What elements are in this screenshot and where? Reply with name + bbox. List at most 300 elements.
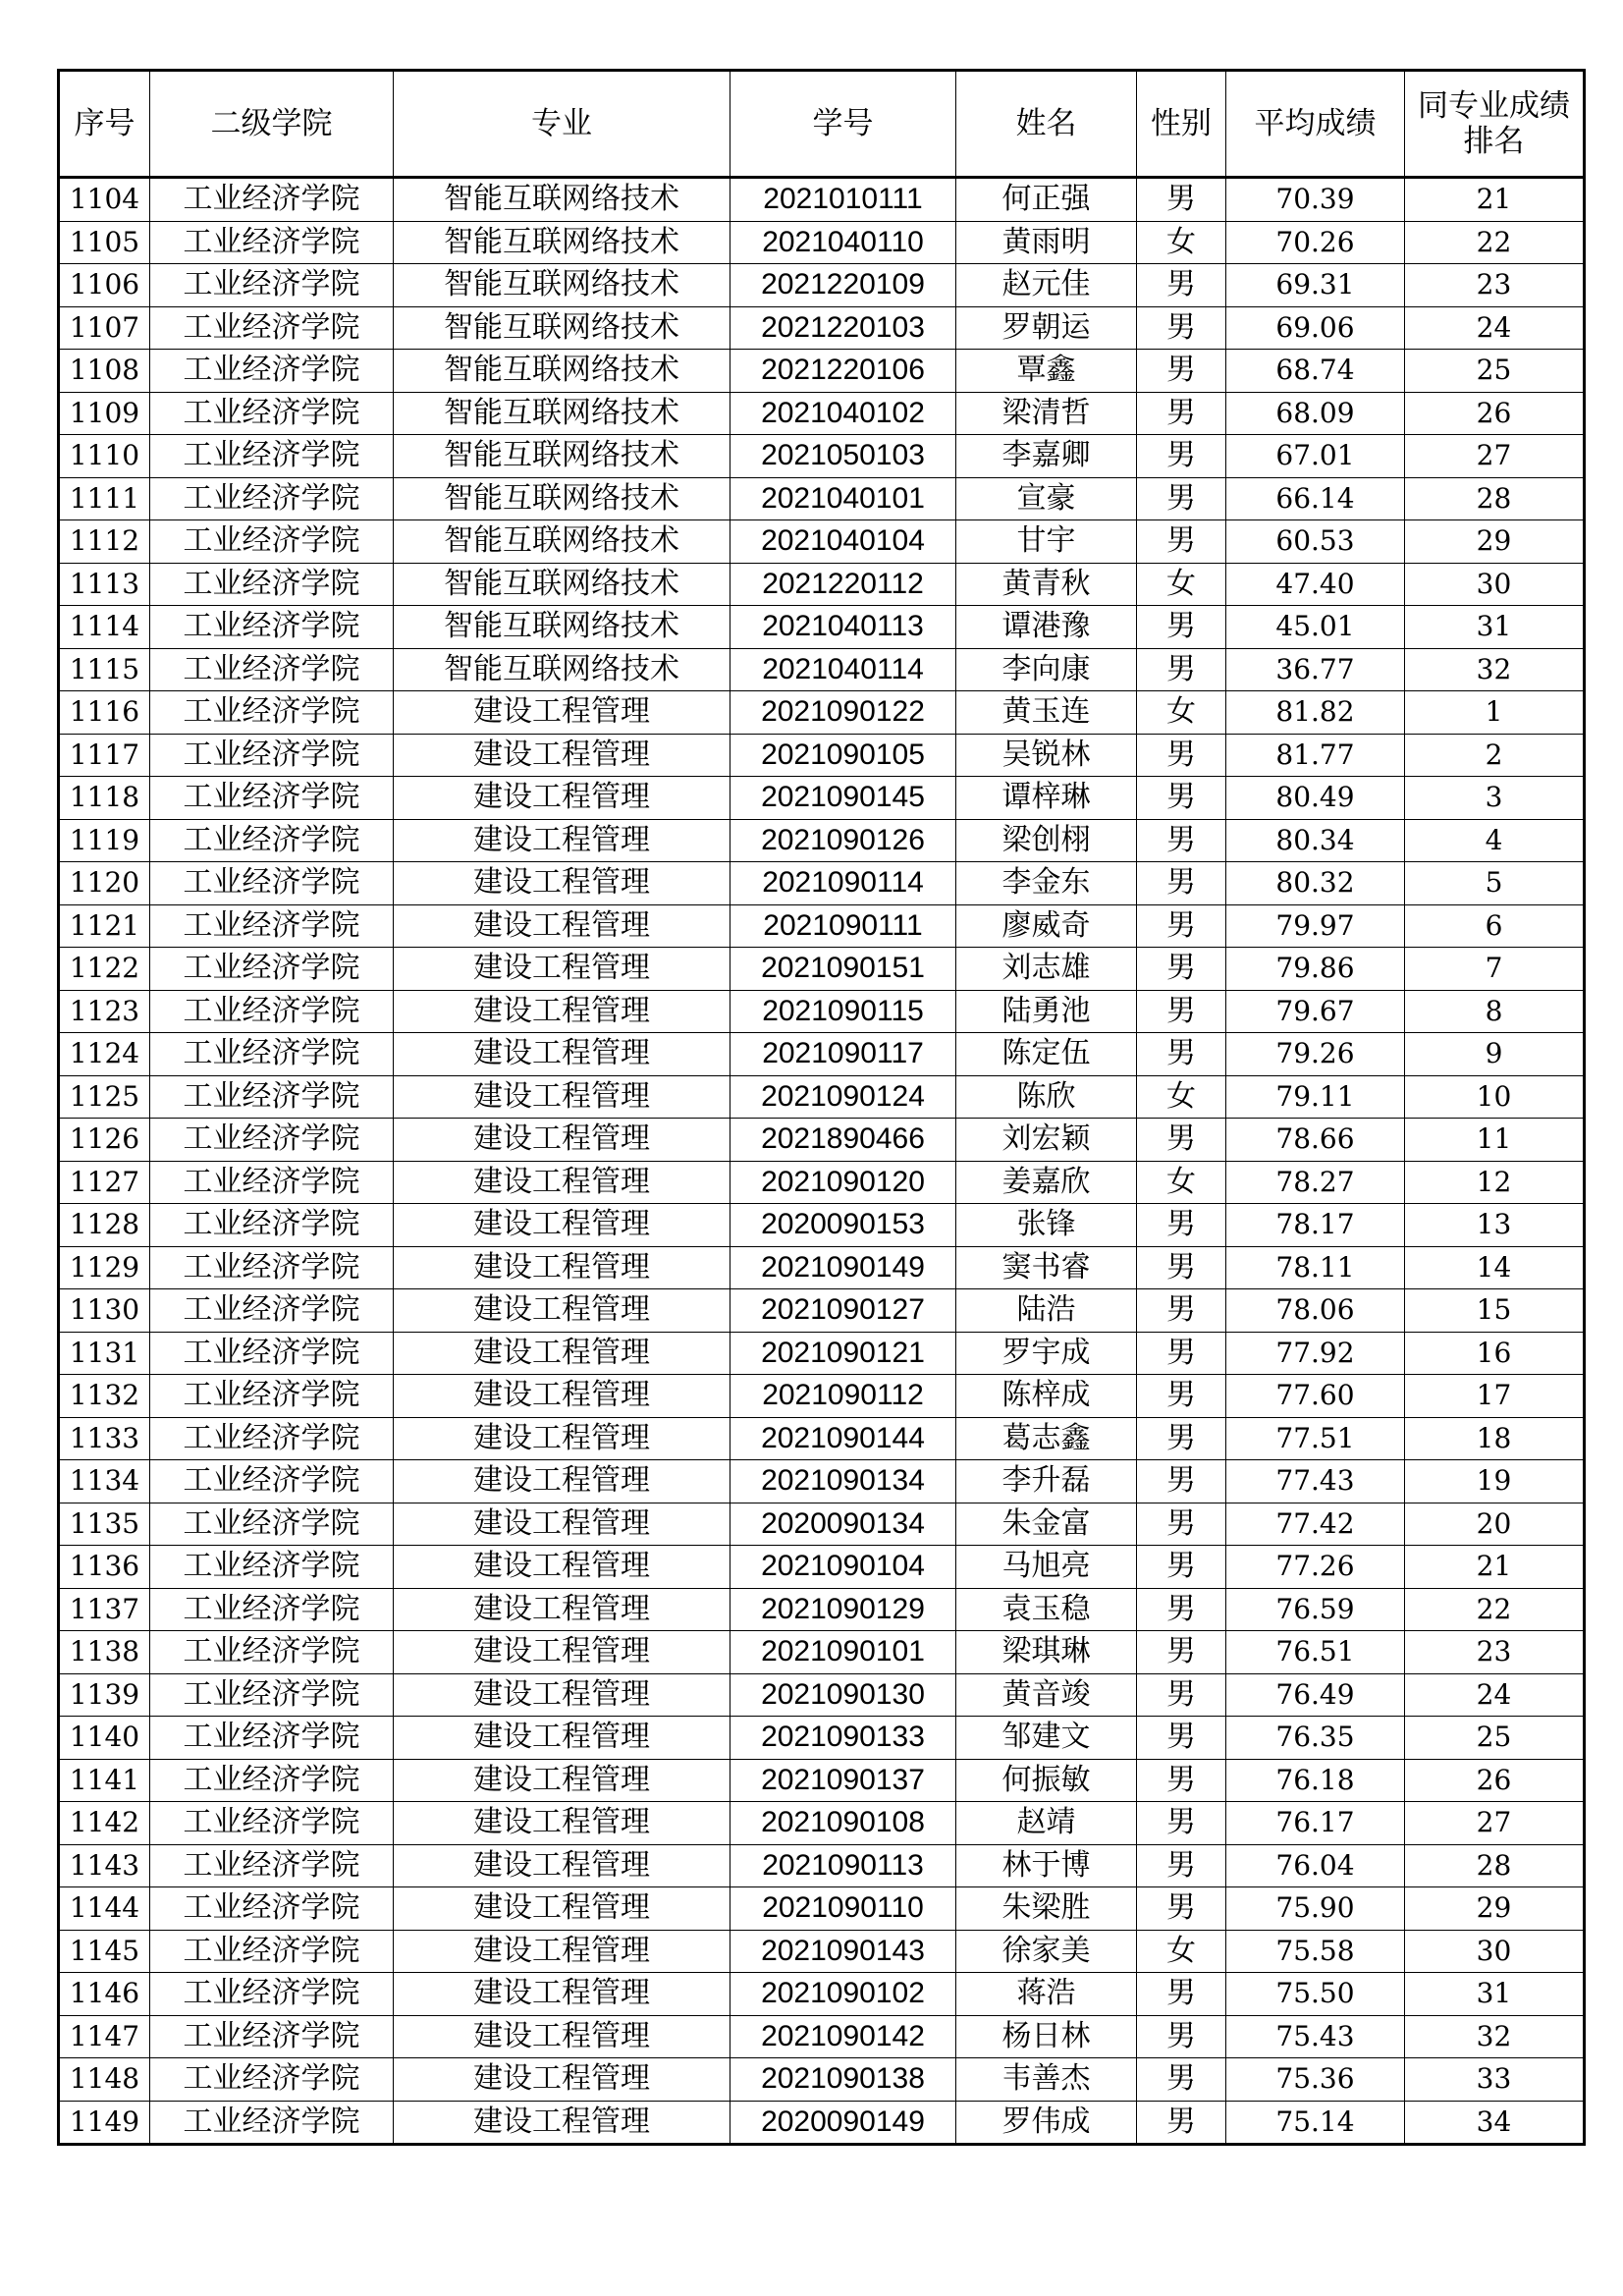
cell-gender: 男 bbox=[1137, 1887, 1226, 1931]
cell-seq: 1134 bbox=[59, 1460, 150, 1503]
cell-student-id: 2021890466 bbox=[730, 1119, 956, 1162]
table-row bbox=[59, 1161, 1585, 1204]
cell-college: 工业经济学院 bbox=[150, 862, 394, 905]
cell-avg-score: 45.01 bbox=[1226, 606, 1405, 649]
table-row bbox=[59, 178, 1585, 222]
cell-seq: 1121 bbox=[59, 904, 150, 948]
cell-rank: 26 bbox=[1405, 1759, 1585, 1802]
header-avg-score: 平均成绩 bbox=[1226, 71, 1405, 178]
cell-major: 建设工程管理 bbox=[394, 1631, 730, 1674]
cell-major: 建设工程管理 bbox=[394, 1759, 730, 1802]
cell-seq: 1139 bbox=[59, 1673, 150, 1717]
cell-college: 工业经济学院 bbox=[150, 1075, 394, 1119]
header-row bbox=[59, 71, 1585, 178]
cell-gender: 男 bbox=[1137, 862, 1226, 905]
cell-rank: 34 bbox=[1405, 2101, 1585, 2145]
cell-gender: 女 bbox=[1137, 221, 1226, 264]
cell-seq: 1114 bbox=[59, 606, 150, 649]
cell-seq: 1131 bbox=[59, 1332, 150, 1375]
cell-rank: 33 bbox=[1405, 2058, 1585, 2102]
cell-student-id: 2021040114 bbox=[730, 648, 956, 691]
cell-avg-score: 78.27 bbox=[1226, 1161, 1405, 1204]
cell-rank: 19 bbox=[1405, 1460, 1585, 1503]
cell-college: 工业经济学院 bbox=[150, 178, 394, 222]
cell-student-id: 2021090137 bbox=[730, 1759, 956, 1802]
cell-student-id: 2021090115 bbox=[730, 990, 956, 1033]
cell-major: 智能互联网络技术 bbox=[394, 350, 730, 393]
cell-avg-score: 60.53 bbox=[1226, 520, 1405, 564]
cell-college: 工业经济学院 bbox=[150, 1503, 394, 1546]
cell-gender: 男 bbox=[1137, 350, 1226, 393]
cell-name: 徐家美 bbox=[956, 1930, 1137, 1973]
cell-major: 建设工程管理 bbox=[394, 1246, 730, 1289]
cell-seq: 1137 bbox=[59, 1588, 150, 1631]
cell-avg-score: 79.67 bbox=[1226, 990, 1405, 1033]
cell-seq: 1145 bbox=[59, 1930, 150, 1973]
cell-seq: 1135 bbox=[59, 1503, 150, 1546]
cell-rank: 23 bbox=[1405, 1631, 1585, 1674]
cell-rank: 25 bbox=[1405, 350, 1585, 393]
cell-avg-score: 79.97 bbox=[1226, 904, 1405, 948]
cell-college: 工业经济学院 bbox=[150, 1887, 394, 1931]
cell-college: 工业经济学院 bbox=[150, 1631, 394, 1674]
cell-rank: 22 bbox=[1405, 1588, 1585, 1631]
cell-student-id: 2021090127 bbox=[730, 1289, 956, 1333]
table-row bbox=[59, 306, 1585, 350]
cell-gender: 男 bbox=[1137, 520, 1226, 564]
cell-name: 马旭亮 bbox=[956, 1546, 1137, 1589]
cell-name: 罗宇成 bbox=[956, 1332, 1137, 1375]
cell-rank: 1 bbox=[1405, 691, 1585, 735]
cell-seq: 1127 bbox=[59, 1161, 150, 1204]
cell-rank: 15 bbox=[1405, 1289, 1585, 1333]
cell-student-id: 2021090112 bbox=[730, 1375, 956, 1418]
cell-name: 梁琪琳 bbox=[956, 1631, 1137, 1674]
cell-college: 工业经济学院 bbox=[150, 1717, 394, 1760]
cell-major: 建设工程管理 bbox=[394, 990, 730, 1033]
cell-major: 智能互联网络技术 bbox=[394, 264, 730, 307]
cell-seq: 1115 bbox=[59, 648, 150, 691]
cell-major: 建设工程管理 bbox=[394, 1717, 730, 1760]
table-row bbox=[59, 392, 1585, 435]
cell-seq: 1138 bbox=[59, 1631, 150, 1674]
cell-rank: 20 bbox=[1405, 1503, 1585, 1546]
cell-major: 建设工程管理 bbox=[394, 1887, 730, 1931]
table-body bbox=[59, 178, 1585, 2145]
cell-seq: 1117 bbox=[59, 734, 150, 777]
cell-student-id: 2021040113 bbox=[730, 606, 956, 649]
cell-college: 工业经济学院 bbox=[150, 1802, 394, 1845]
cell-student-id: 2021220109 bbox=[730, 264, 956, 307]
cell-gender: 女 bbox=[1137, 691, 1226, 735]
cell-student-id: 2021090145 bbox=[730, 777, 956, 820]
cell-avg-score: 80.32 bbox=[1226, 862, 1405, 905]
cell-name: 李升磊 bbox=[956, 1460, 1137, 1503]
cell-gender: 男 bbox=[1137, 1204, 1226, 1247]
cell-seq: 1108 bbox=[59, 350, 150, 393]
cell-student-id: 2021090101 bbox=[730, 1631, 956, 1674]
cell-major: 智能互联网络技术 bbox=[394, 221, 730, 264]
cell-avg-score: 76.35 bbox=[1226, 1717, 1405, 1760]
cell-gender: 男 bbox=[1137, 990, 1226, 1033]
cell-avg-score: 77.60 bbox=[1226, 1375, 1405, 1418]
cell-seq: 1140 bbox=[59, 1717, 150, 1760]
header-rank: 同专业成绩排名 bbox=[1405, 71, 1585, 178]
cell-gender: 男 bbox=[1137, 777, 1226, 820]
cell-major: 智能互联网络技术 bbox=[394, 477, 730, 520]
cell-gender: 男 bbox=[1137, 1503, 1226, 1546]
cell-student-id: 2021090138 bbox=[730, 2058, 956, 2102]
cell-major: 建设工程管理 bbox=[394, 862, 730, 905]
cell-college: 工业经济学院 bbox=[150, 1375, 394, 1418]
cell-student-id: 2021040102 bbox=[730, 392, 956, 435]
table-row bbox=[59, 904, 1585, 948]
cell-student-id: 2021090114 bbox=[730, 862, 956, 905]
cell-student-id: 2020090149 bbox=[730, 2101, 956, 2145]
table-row bbox=[59, 1673, 1585, 1717]
cell-student-id: 2021010111 bbox=[730, 178, 956, 222]
header-name: 姓名 bbox=[956, 71, 1137, 178]
cell-rank: 10 bbox=[1405, 1075, 1585, 1119]
cell-college: 工业经济学院 bbox=[150, 1930, 394, 1973]
cell-seq: 1129 bbox=[59, 1246, 150, 1289]
cell-seq: 1106 bbox=[59, 264, 150, 307]
cell-rank: 3 bbox=[1405, 777, 1585, 820]
cell-student-id: 2021090121 bbox=[730, 1332, 956, 1375]
table-row bbox=[59, 1759, 1585, 1802]
cell-gender: 男 bbox=[1137, 477, 1226, 520]
cell-gender: 男 bbox=[1137, 904, 1226, 948]
cell-student-id: 2021090120 bbox=[730, 1161, 956, 1204]
cell-rank: 7 bbox=[1405, 948, 1585, 991]
cell-college: 工业经济学院 bbox=[150, 948, 394, 991]
table-row bbox=[59, 435, 1585, 478]
cell-avg-score: 81.82 bbox=[1226, 691, 1405, 735]
table-row bbox=[59, 1417, 1585, 1460]
cell-major: 建设工程管理 bbox=[394, 1161, 730, 1204]
cell-major: 建设工程管理 bbox=[394, 1973, 730, 2016]
cell-avg-score: 36.77 bbox=[1226, 648, 1405, 691]
cell-major: 建设工程管理 bbox=[394, 1503, 730, 1546]
table-row bbox=[59, 1119, 1585, 1162]
table-row bbox=[59, 350, 1585, 393]
cell-college: 工业经济学院 bbox=[150, 1759, 394, 1802]
cell-rank: 11 bbox=[1405, 1119, 1585, 1162]
cell-gender: 男 bbox=[1137, 1119, 1226, 1162]
cell-major: 建设工程管理 bbox=[394, 691, 730, 735]
cell-name: 陆勇池 bbox=[956, 990, 1137, 1033]
cell-gender: 男 bbox=[1137, 948, 1226, 991]
cell-seq: 1120 bbox=[59, 862, 150, 905]
cell-avg-score: 78.06 bbox=[1226, 1289, 1405, 1333]
cell-gender: 男 bbox=[1137, 1375, 1226, 1418]
cell-avg-score: 77.51 bbox=[1226, 1417, 1405, 1460]
cell-name: 谭港豫 bbox=[956, 606, 1137, 649]
cell-major: 建设工程管理 bbox=[394, 1546, 730, 1589]
table-row bbox=[59, 2101, 1585, 2145]
cell-student-id: 2021090110 bbox=[730, 1887, 956, 1931]
cell-student-id: 2021040101 bbox=[730, 477, 956, 520]
cell-student-id: 2021090111 bbox=[730, 904, 956, 948]
table-row bbox=[59, 1332, 1585, 1375]
cell-college: 工业经济学院 bbox=[150, 1844, 394, 1887]
cell-rank: 22 bbox=[1405, 221, 1585, 264]
cell-major: 建设工程管理 bbox=[394, 734, 730, 777]
cell-name: 廖威奇 bbox=[956, 904, 1137, 948]
cell-avg-score: 76.17 bbox=[1226, 1802, 1405, 1845]
cell-gender: 男 bbox=[1137, 734, 1226, 777]
cell-avg-score: 80.34 bbox=[1226, 819, 1405, 862]
cell-college: 工业经济学院 bbox=[150, 520, 394, 564]
cell-student-id: 2021090149 bbox=[730, 1246, 956, 1289]
cell-rank: 21 bbox=[1405, 178, 1585, 222]
cell-gender: 男 bbox=[1137, 1717, 1226, 1760]
cell-major: 智能互联网络技术 bbox=[394, 306, 730, 350]
cell-name: 窦书睿 bbox=[956, 1246, 1137, 1289]
cell-rank: 23 bbox=[1405, 264, 1585, 307]
cell-avg-score: 77.26 bbox=[1226, 1546, 1405, 1589]
cell-name: 李嘉卿 bbox=[956, 435, 1137, 478]
cell-seq: 1118 bbox=[59, 777, 150, 820]
cell-name: 梁清哲 bbox=[956, 392, 1137, 435]
cell-student-id: 2021090130 bbox=[730, 1673, 956, 1717]
cell-gender: 男 bbox=[1137, 1802, 1226, 1845]
cell-name: 陈欣 bbox=[956, 1075, 1137, 1119]
cell-major: 建设工程管理 bbox=[394, 1119, 730, 1162]
cell-college: 工业经济学院 bbox=[150, 990, 394, 1033]
cell-seq: 1113 bbox=[59, 563, 150, 606]
cell-college: 工业经济学院 bbox=[150, 306, 394, 350]
cell-student-id: 2021090122 bbox=[730, 691, 956, 735]
cell-college: 工业经济学院 bbox=[150, 777, 394, 820]
cell-rank: 28 bbox=[1405, 1844, 1585, 1887]
cell-avg-score: 80.49 bbox=[1226, 777, 1405, 820]
cell-rank: 29 bbox=[1405, 1887, 1585, 1931]
cell-student-id: 2021090143 bbox=[730, 1930, 956, 1973]
cell-avg-score: 77.92 bbox=[1226, 1332, 1405, 1375]
cell-name: 甘宇 bbox=[956, 520, 1137, 564]
cell-student-id: 2021090104 bbox=[730, 1546, 956, 1589]
cell-college: 工业经济学院 bbox=[150, 1673, 394, 1717]
cell-seq: 1146 bbox=[59, 1973, 150, 2016]
cell-major: 建设工程管理 bbox=[394, 1460, 730, 1503]
cell-gender: 男 bbox=[1137, 1332, 1226, 1375]
cell-student-id: 2021090105 bbox=[730, 734, 956, 777]
cell-avg-score: 79.11 bbox=[1226, 1075, 1405, 1119]
cell-seq: 1105 bbox=[59, 221, 150, 264]
table-row bbox=[59, 2058, 1585, 2102]
cell-name: 黄音竣 bbox=[956, 1673, 1137, 1717]
table-row bbox=[59, 691, 1585, 735]
cell-name: 蒋浩 bbox=[956, 1973, 1137, 2016]
cell-avg-score: 78.11 bbox=[1226, 1246, 1405, 1289]
cell-college: 工业经济学院 bbox=[150, 1973, 394, 2016]
cell-seq: 1132 bbox=[59, 1375, 150, 1418]
cell-gender: 女 bbox=[1137, 1161, 1226, 1204]
cell-gender: 男 bbox=[1137, 1759, 1226, 1802]
cell-name: 葛志鑫 bbox=[956, 1417, 1137, 1460]
table-row bbox=[59, 1375, 1585, 1418]
cell-gender: 男 bbox=[1137, 1246, 1226, 1289]
cell-name: 何正强 bbox=[956, 178, 1137, 222]
cell-name: 黄玉连 bbox=[956, 691, 1137, 735]
cell-rank: 16 bbox=[1405, 1332, 1585, 1375]
cell-major: 建设工程管理 bbox=[394, 1930, 730, 1973]
cell-student-id: 2021090117 bbox=[730, 1033, 956, 1076]
cell-college: 工业经济学院 bbox=[150, 264, 394, 307]
cell-name: 黄雨明 bbox=[956, 221, 1137, 264]
cell-gender: 男 bbox=[1137, 819, 1226, 862]
cell-avg-score: 77.43 bbox=[1226, 1460, 1405, 1503]
cell-name: 陈梓成 bbox=[956, 1375, 1137, 1418]
cell-major: 建设工程管理 bbox=[394, 1588, 730, 1631]
cell-gender: 男 bbox=[1137, 435, 1226, 478]
cell-rank: 5 bbox=[1405, 862, 1585, 905]
cell-rank: 8 bbox=[1405, 990, 1585, 1033]
cell-gender: 男 bbox=[1137, 1460, 1226, 1503]
cell-name: 朱金富 bbox=[956, 1503, 1137, 1546]
cell-student-id: 2021090144 bbox=[730, 1417, 956, 1460]
cell-college: 工业经济学院 bbox=[150, 1546, 394, 1589]
cell-student-id: 2021090129 bbox=[730, 1588, 956, 1631]
table-row bbox=[59, 1930, 1585, 1973]
cell-name: 杨日林 bbox=[956, 2015, 1137, 2058]
cell-student-id: 2021040110 bbox=[730, 221, 956, 264]
cell-major: 建设工程管理 bbox=[394, 2058, 730, 2102]
cell-avg-score: 76.51 bbox=[1226, 1631, 1405, 1674]
cell-rank: 21 bbox=[1405, 1546, 1585, 1589]
cell-rank: 13 bbox=[1405, 1204, 1585, 1247]
cell-major: 建设工程管理 bbox=[394, 948, 730, 991]
cell-gender: 男 bbox=[1137, 1588, 1226, 1631]
cell-student-id: 2021220106 bbox=[730, 350, 956, 393]
cell-college: 工业经济学院 bbox=[150, 392, 394, 435]
cell-avg-score: 79.86 bbox=[1226, 948, 1405, 991]
cell-major: 智能互联网络技术 bbox=[394, 563, 730, 606]
cell-college: 工业经济学院 bbox=[150, 1204, 394, 1247]
cell-college: 工业经济学院 bbox=[150, 2058, 394, 2102]
table-row bbox=[59, 606, 1585, 649]
cell-gender: 男 bbox=[1137, 2058, 1226, 2102]
cell-gender: 男 bbox=[1137, 1289, 1226, 1333]
table-row bbox=[59, 2015, 1585, 2058]
cell-seq: 1141 bbox=[59, 1759, 150, 1802]
cell-college: 工业经济学院 bbox=[150, 1246, 394, 1289]
table-row bbox=[59, 990, 1585, 1033]
cell-name: 陈定伍 bbox=[956, 1033, 1137, 1076]
cell-name: 张锋 bbox=[956, 1204, 1137, 1247]
cell-rank: 28 bbox=[1405, 477, 1585, 520]
cell-rank: 30 bbox=[1405, 563, 1585, 606]
cell-rank: 2 bbox=[1405, 734, 1585, 777]
cell-avg-score: 78.17 bbox=[1226, 1204, 1405, 1247]
cell-name: 林于博 bbox=[956, 1844, 1137, 1887]
cell-gender: 男 bbox=[1137, 1673, 1226, 1717]
table-row bbox=[59, 1844, 1585, 1887]
cell-major: 建设工程管理 bbox=[394, 1033, 730, 1076]
cell-college: 工业经济学院 bbox=[150, 1289, 394, 1333]
cell-student-id: 2021090124 bbox=[730, 1075, 956, 1119]
cell-major: 智能互联网络技术 bbox=[394, 178, 730, 222]
cell-college: 工业经济学院 bbox=[150, 1417, 394, 1460]
cell-seq: 1148 bbox=[59, 2058, 150, 2102]
cell-college: 工业经济学院 bbox=[150, 606, 394, 649]
cell-student-id: 2021090134 bbox=[730, 1460, 956, 1503]
cell-student-id: 2021090126 bbox=[730, 819, 956, 862]
table-row bbox=[59, 1588, 1585, 1631]
table-row bbox=[59, 1631, 1585, 1674]
cell-college: 工业经济学院 bbox=[150, 1033, 394, 1076]
cell-student-id: 2021090142 bbox=[730, 2015, 956, 2058]
cell-name: 宣豪 bbox=[956, 477, 1137, 520]
cell-avg-score: 75.50 bbox=[1226, 1973, 1405, 2016]
cell-seq: 1119 bbox=[59, 819, 150, 862]
cell-college: 工业经济学院 bbox=[150, 435, 394, 478]
cell-college: 工业经济学院 bbox=[150, 1161, 394, 1204]
table-row bbox=[59, 1033, 1585, 1076]
cell-seq: 1116 bbox=[59, 691, 150, 735]
table-row bbox=[59, 1246, 1585, 1289]
cell-name: 刘宏颖 bbox=[956, 1119, 1137, 1162]
cell-seq: 1147 bbox=[59, 2015, 150, 2058]
cell-rank: 6 bbox=[1405, 904, 1585, 948]
cell-seq: 1124 bbox=[59, 1033, 150, 1076]
table-row bbox=[59, 734, 1585, 777]
table-row bbox=[59, 819, 1585, 862]
score-table bbox=[57, 69, 1586, 2146]
cell-student-id: 2021090113 bbox=[730, 1844, 956, 1887]
cell-rank: 27 bbox=[1405, 435, 1585, 478]
cell-gender: 男 bbox=[1137, 1546, 1226, 1589]
cell-student-id: 2020090134 bbox=[730, 1503, 956, 1546]
cell-major: 建设工程管理 bbox=[394, 777, 730, 820]
cell-avg-score: 76.49 bbox=[1226, 1673, 1405, 1717]
cell-student-id: 2021050103 bbox=[730, 435, 956, 478]
table-row bbox=[59, 777, 1585, 820]
table-row bbox=[59, 477, 1585, 520]
cell-avg-score: 47.40 bbox=[1226, 563, 1405, 606]
cell-name: 吴锐林 bbox=[956, 734, 1137, 777]
cell-seq: 1122 bbox=[59, 948, 150, 991]
cell-major: 建设工程管理 bbox=[394, 1375, 730, 1418]
cell-gender: 男 bbox=[1137, 306, 1226, 350]
cell-seq: 1107 bbox=[59, 306, 150, 350]
cell-avg-score: 66.14 bbox=[1226, 477, 1405, 520]
cell-rank: 18 bbox=[1405, 1417, 1585, 1460]
cell-avg-score: 75.90 bbox=[1226, 1887, 1405, 1931]
header-student-id: 学号 bbox=[730, 71, 956, 178]
cell-seq: 1110 bbox=[59, 435, 150, 478]
cell-college: 工业经济学院 bbox=[150, 1119, 394, 1162]
cell-major: 建设工程管理 bbox=[394, 2015, 730, 2058]
table-row bbox=[59, 520, 1585, 564]
cell-name: 姜嘉欣 bbox=[956, 1161, 1137, 1204]
cell-major: 建设工程管理 bbox=[394, 1844, 730, 1887]
cell-name: 罗伟成 bbox=[956, 2101, 1137, 2145]
cell-student-id: 2020090153 bbox=[730, 1204, 956, 1247]
cell-rank: 30 bbox=[1405, 1930, 1585, 1973]
table-row bbox=[59, 1887, 1585, 1931]
header-seq: 序号 bbox=[59, 71, 150, 178]
cell-student-id: 2021090102 bbox=[730, 1973, 956, 2016]
cell-seq: 1104 bbox=[59, 178, 150, 222]
cell-gender: 男 bbox=[1137, 1973, 1226, 2016]
cell-rank: 14 bbox=[1405, 1246, 1585, 1289]
cell-seq: 1133 bbox=[59, 1417, 150, 1460]
cell-name: 罗朝运 bbox=[956, 306, 1137, 350]
table-row bbox=[59, 1289, 1585, 1333]
cell-name: 韦善杰 bbox=[956, 2058, 1137, 2102]
